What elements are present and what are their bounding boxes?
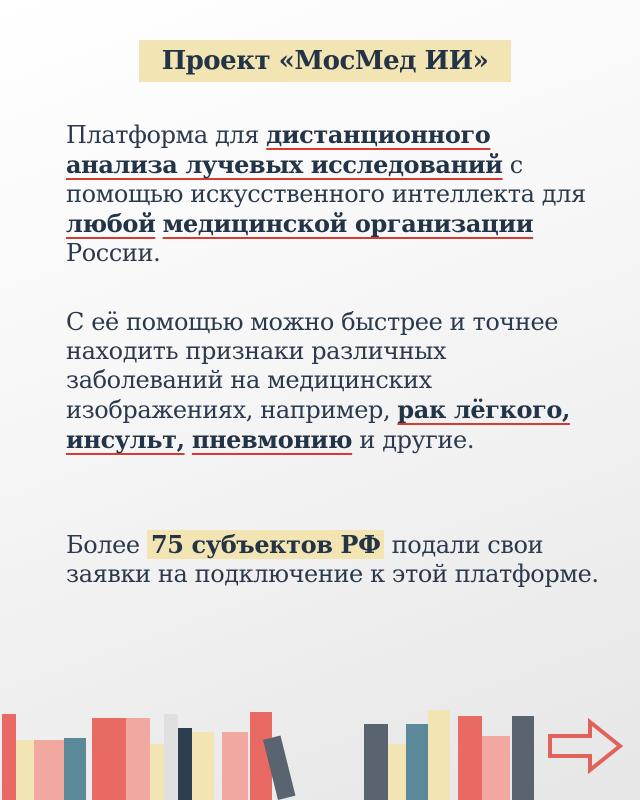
book — [164, 714, 178, 800]
p2-text-2: и другие. — [352, 426, 475, 454]
p3-highlight-regions: 75 субъектов РФ — [147, 530, 384, 559]
arrow-right-icon[interactable] — [546, 718, 624, 774]
book — [192, 732, 214, 800]
p1-highlight-remote: дистанционного — [266, 120, 491, 149]
book — [512, 716, 534, 800]
book — [406, 724, 428, 800]
p1-highlight-analysis: анализа лучевых исследований — [66, 150, 503, 179]
title-badge — [139, 40, 511, 82]
p1-text-1: Платформа для — [66, 121, 267, 149]
book — [388, 744, 406, 800]
book — [150, 744, 164, 800]
book — [64, 738, 86, 800]
paragraph-benefits — [66, 308, 606, 455]
book — [428, 710, 450, 800]
book — [126, 718, 150, 800]
book — [92, 718, 126, 800]
p2-highlight-pneumonia: пневмонию — [191, 425, 353, 454]
p2-highlight-diseases: рак лёгкого, инсульт, — [66, 395, 570, 454]
p3-text-1: Более — [66, 531, 147, 559]
bookshelf-illustration — [0, 700, 640, 800]
book — [482, 736, 510, 800]
p1-text-3: России. — [66, 239, 161, 267]
book — [16, 740, 34, 800]
p1-text-2: с помощью искусственного интеллекта для — [66, 151, 586, 208]
p2-text-1: С её помощью можно быстрее и точнее находить признаки различных заболеваний на медицинских изображениях, например, — [66, 308, 559, 424]
paragraph-regions — [66, 530, 606, 589]
book — [178, 728, 192, 800]
book — [222, 732, 248, 800]
page-title: Проект «МосМед ИИ» — [161, 46, 489, 76]
p3-text-2: подали свои заявки на подключение к этой платформе. — [66, 531, 599, 588]
book — [2, 714, 16, 800]
paragraph-platform — [66, 120, 606, 268]
p1-highlight-any: любой — [66, 209, 156, 238]
book — [34, 740, 64, 800]
book — [458, 716, 482, 800]
book — [364, 724, 388, 800]
p1-highlight-medical-org: медицинской организации — [162, 209, 534, 238]
